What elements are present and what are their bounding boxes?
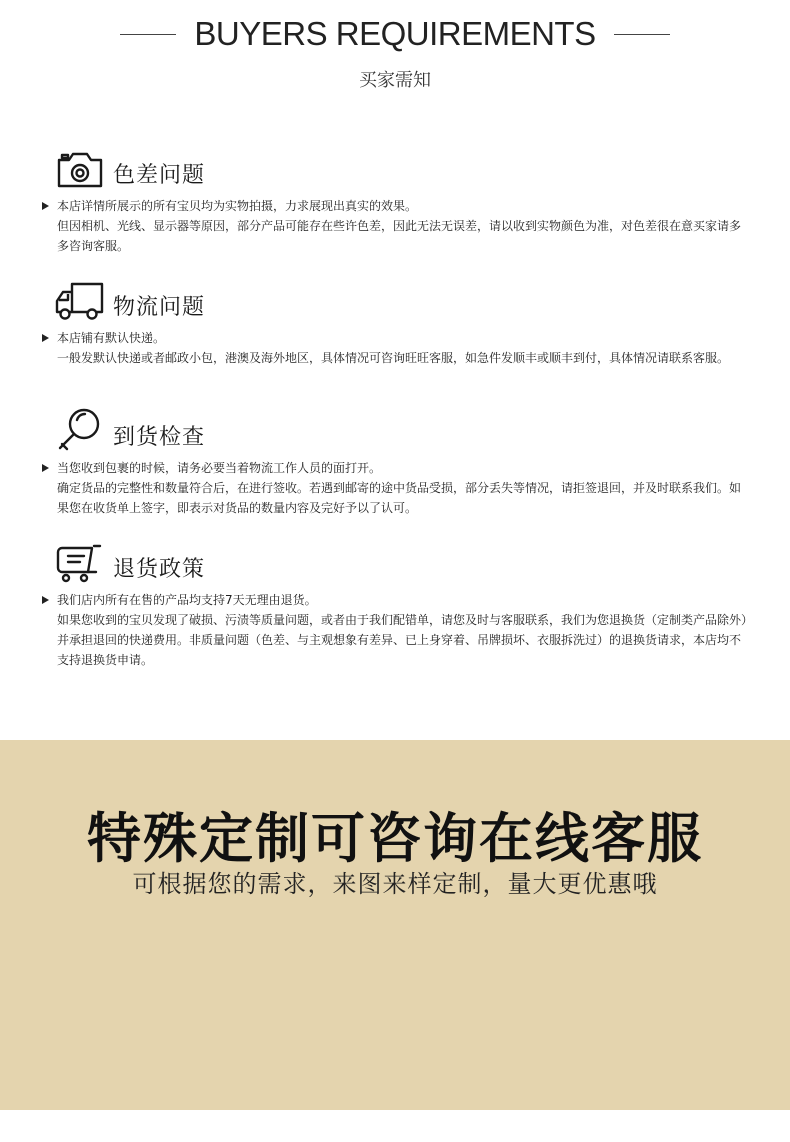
banner-title: 特殊定制可咨询在线客服 bbox=[87, 807, 703, 870]
section-bullet: 本店详情所展示的所有宝贝均为实物拍摄，力求展现出真实的效果。 bbox=[40, 196, 750, 216]
magnifier-icon bbox=[54, 408, 106, 456]
section-text: 确定货品的完整性和数量符合后，在进行签收。若遇到邮寄的途中货品受损，部分丢失等情况，请拒签退回，并及时联系我们。如果您在收货单上签字，即表示对货品的数量内容及完好予以了认可。 bbox=[57, 481, 742, 515]
section-logistics bbox=[40, 278, 750, 368]
truck-icon bbox=[54, 278, 106, 326]
section-return-policy bbox=[40, 540, 750, 670]
section-title: 退货政策 bbox=[113, 557, 206, 582]
return-cart-icon bbox=[54, 540, 106, 588]
bullet-arrow-icon bbox=[42, 202, 49, 210]
section-arrival-check bbox=[40, 408, 750, 518]
page-header bbox=[0, 0, 790, 110]
title-row bbox=[0, 14, 790, 54]
bullet-arrow-icon bbox=[42, 596, 49, 604]
bullet-arrow-icon bbox=[42, 334, 49, 342]
section-title: 物流问题 bbox=[113, 295, 206, 320]
bullet-arrow-icon bbox=[42, 464, 49, 472]
section-bullet: 我们店内所有在售的产品均支持7天无理由退货。 bbox=[40, 590, 750, 610]
camera-icon bbox=[54, 146, 106, 194]
custom-order-banner bbox=[0, 740, 790, 1110]
section-text: 但因相机、光线、显示器等原因，部分产品可能存在些许色差，因此无法无误差，请以收到实物颜色为准，对色差很在意买家请多多咨询客服。 bbox=[57, 219, 742, 253]
section-text: 一般发默认快递或者邮政小包，港澳及海外地区，具体情况可咨询旺旺客服，如急件发顺丰或顺丰到付，具体情况请联系客服。 bbox=[57, 351, 730, 365]
section-bullet: 当您收到包裹的时候，请务必要当着物流工作人员的面打开。 bbox=[40, 458, 750, 478]
title-right-rule bbox=[614, 34, 670, 35]
section-text: 如果您收到的宝贝发现了破损、污渍等质量问题，或者由于我们配错单，请您及时与客服联系，我们为您退换货（定制类产品除外）并承担退回的快递费用。非质量问题（色差、与主观想象有差异、已上身穿着、吊牌损坏、衣服拆洗过）的退换货请求，本店均不支持退换货申请。 bbox=[57, 613, 748, 667]
page-title: BUYERS REQUIREMENTS bbox=[194, 15, 596, 52]
page-subtitle: 买家需知 bbox=[359, 70, 431, 91]
banner-subtitle: 可根据您的需求，来图来样定制，量大更优惠哦 bbox=[132, 870, 658, 898]
section-bullet: 本店铺有默认快递。 bbox=[40, 328, 750, 348]
section-title: 色差问题 bbox=[113, 163, 206, 188]
section-color-difference bbox=[40, 146, 750, 256]
section-title: 到货检查 bbox=[113, 425, 206, 450]
title-left-rule bbox=[120, 34, 176, 35]
